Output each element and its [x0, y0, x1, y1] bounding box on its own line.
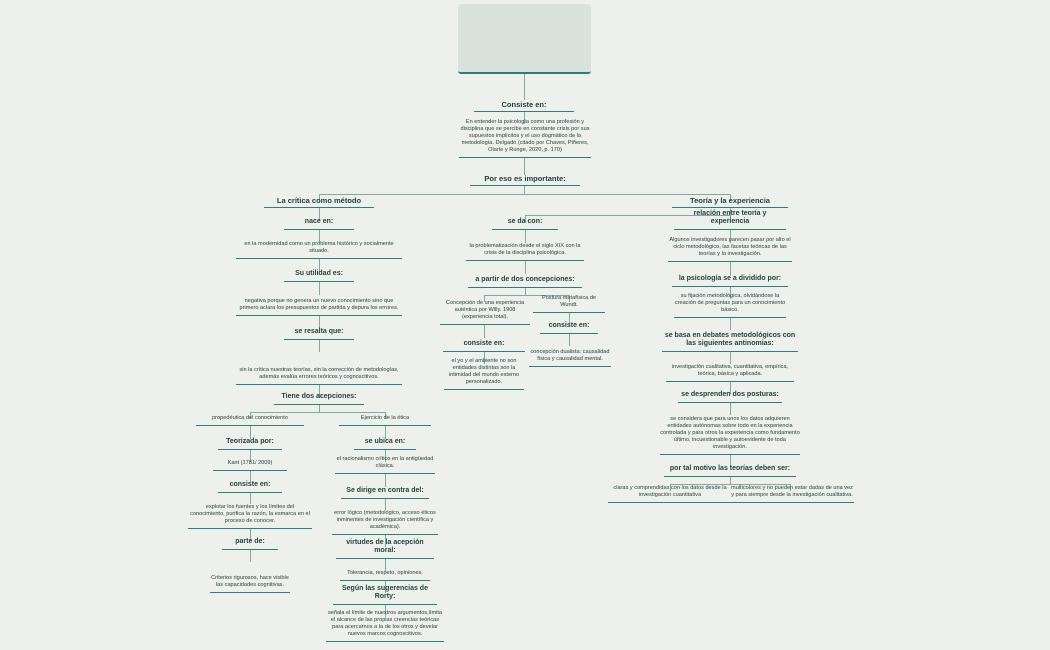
node-nace-en-text: en la modernidad como un problema histórico y socialmente situado.: [236, 239, 402, 259]
node-tiene-dos-acepciones: Tiene dos acepciones:: [274, 392, 364, 405]
node-nace-en: nace en:: [284, 216, 354, 230]
node-teorizada-por: Teorizada por:: [218, 437, 282, 450]
node-wundt-der: Postura metafísica de Wundt.: [533, 300, 605, 313]
node-dos-posturas: se desprenden dos posturas:: [678, 392, 782, 403]
node-teoria-experiencia: Teoría y la experiencia: [672, 193, 788, 208]
node-teorias-deben-ser: por tal motivo las teorías deben ser:: [664, 465, 796, 477]
node-psicologia-dividido: la psicología se a dividido por:: [672, 273, 788, 287]
node-relacion-teoria-experiencia: relación entre teoría y experiencia: [674, 216, 786, 230]
node-se-resalta-text: sin la crítica nuestras teorías, sin la corrección de metodologías, además evalúa errores teóricos y cognoscitivos.: [236, 347, 402, 385]
node-a-partir-concepciones: a partir de dos concepciones:: [468, 274, 582, 288]
node-consiste-en-text: En entender la psicología como una profesión y disciplina que se percibe en constante crisis por sus supuestos implícitos y el uso dogmático de la metodología. Delgado (citado por Chaves, Piñeres, Olarte y Runge, 2020, p. 170): [459, 120, 591, 158]
node-yo-ambiente-text: el yo y el ambiente no son entidades distintas son la intimidad del mundo externo personalizado.: [444, 360, 524, 390]
node-debates-metodologicos: se basa en debates metodológicos con las siguientes antinomias:: [662, 329, 798, 352]
node-virtudes-moral-text: Tolerancia, respeto, opiniones.: [340, 568, 430, 581]
connector: [525, 288, 526, 295]
node-se-ubica-en: se ubica en:: [354, 437, 416, 450]
node-parte-de: parte de:: [222, 538, 278, 550]
node-ejercicio-etica: Ejercicio de la ética: [339, 413, 431, 426]
node-consiste-en: Consiste en:: [474, 96, 574, 112]
node-virtudes-moral: virtudes de la acepción moral:: [336, 546, 434, 559]
node-teorias-der: multicolores y no pueden estar dadas de una vez y para siempre desde la investigación cualitativa.: [730, 486, 854, 503]
node-se-da-con-text: la problematización desde el siglo XIX con la crisis de la disciplina psicológica.: [466, 239, 584, 261]
connector: [319, 405, 320, 412]
node-se-da-con: se da con:: [492, 216, 558, 230]
node-propedeutica: propedéutica del conocimiento: [196, 413, 304, 426]
connector: [525, 261, 526, 274]
node-su-utilidad: Su utilidad es:: [284, 268, 354, 282]
node-consiste-en-4: consiste en:: [540, 320, 598, 334]
node-se-resalta-que: se resalta que:: [284, 325, 354, 340]
node-su-utilidad-text: negativa porque no genera un nuevo conocimiento sino que primero aclara los presupuestos de partida y depura los errores.: [236, 290, 402, 316]
connector: [484, 325, 485, 338]
node-dualista-text: concepción dualista: causalidad física y causalidad mental.: [529, 345, 611, 367]
node-dos-posturas-text: se considera que para unos los datos adquieren entidades autónomas sobre todo en la experiencia controlada y para otros la experiencia como fundamento último, incuestionable y autoevidente de toda investigación.: [660, 414, 800, 455]
node-critica-como-metodo: La crítica como método: [264, 193, 374, 208]
node-rorty-text: señala el límite de nuestros argumentos,límita el alcance de las propias creencias teóricas para acercarnos a la de los otros y develar nuevos marcos cognoscitivos.: [326, 614, 444, 642]
node-se-ubica-en-text: el racionalismo crítico en la antigüedad clásica.: [335, 458, 435, 474]
node-rorty: Según las sugerencias de Rorty:: [333, 592, 437, 605]
node-teorias-izq: claras y comprendidas con los datos desde la investigación cuantitativa: [608, 486, 732, 503]
node-debates-text: investigación cualitativa, cuantitativa, empírica, teórica, básica y aplicada.: [666, 363, 794, 382]
node-relacion-text: Algunos investigadores parecen pasar por alto el ciclo metodológico, las facetas teóricas de las teorías y la investigación.: [668, 239, 792, 262]
node-parte-de-text: Criterios rigurosos, hace visible las capacidades cognitivas.: [210, 561, 290, 593]
connector: [730, 477, 731, 484]
node-se-dirige-contra-text: error lógico (metodológico, acceso éticos inminentes de investigación científica y académica).: [332, 509, 438, 535]
node-se-dirige-contra: Se dirige en contra del:: [341, 486, 429, 499]
connector: [319, 194, 730, 195]
node-psicologia-dividido-text: su fijación metodológica, olvidándose la creación de preguntas para un conocimiento básico.: [674, 297, 786, 318]
connector: [524, 186, 525, 194]
node-kant: Kant (1781/ 2009): [213, 459, 287, 471]
root-title: [458, 4, 591, 74]
node-consiste-en-2: consiste en:: [218, 481, 282, 493]
node-wundt-izq: Concepción de una experiencia auténtica por Willy. 1908 (experiencia total).: [440, 300, 530, 325]
node-consiste-en-2-text: explotar los fuentes y los límites del conocimiento, purifica la razón, la esmarca en el proceso de conocer.: [188, 503, 312, 529]
node-consiste-en-3: consiste en:: [443, 339, 525, 352]
node-por-eso-importante: Por eso es importante:: [470, 171, 580, 186]
